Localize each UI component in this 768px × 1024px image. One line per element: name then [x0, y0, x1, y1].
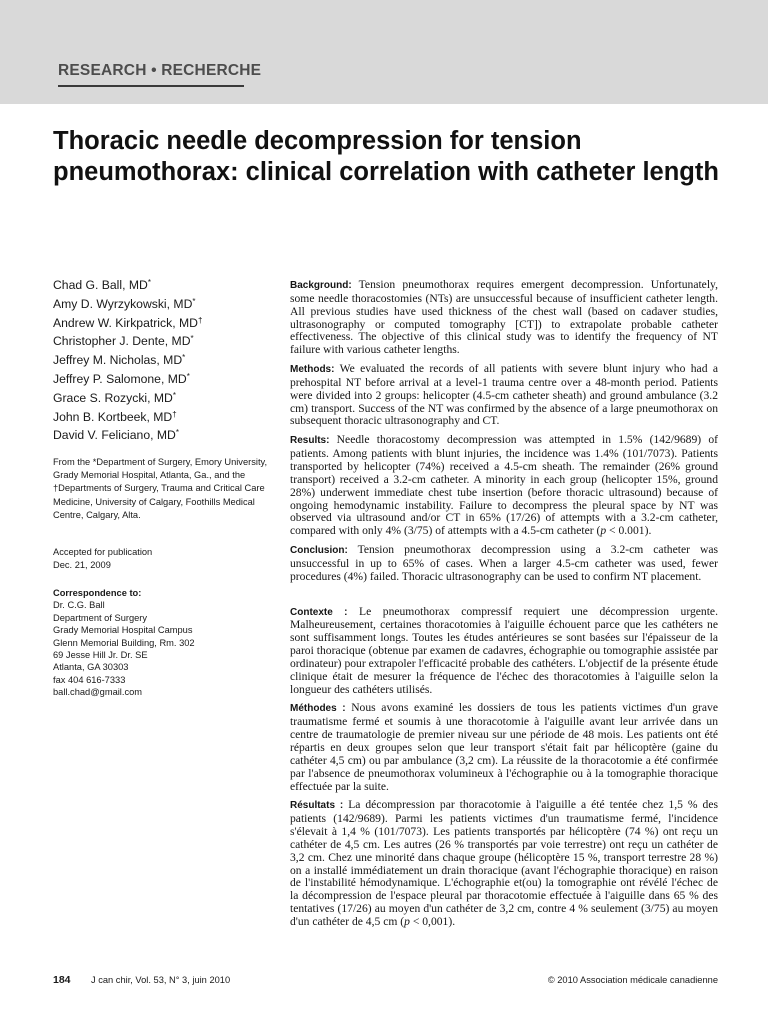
- correspondence-line: Dr. C.G. Ball: [53, 600, 105, 611]
- author: Jeffrey P. Salomone, MD*: [53, 371, 190, 386]
- author: John B. Kortbeek, MD†: [53, 409, 177, 424]
- correspondence-line: 69 Jesse Hill Jr. Dr. SE: [53, 650, 148, 661]
- abstract-methodes: Méthodes : Nous avons examiné les dossiers de tous les patients victimes d'un grave traumatisme fermé et soumis à une thoracotomie à l'aiguille avant leur arrivée dans un centre de traumatologie de premier niveau sur une période de 48 mois. Les patients ont été répartis en deux groupes selon que leur transport s'était fait par hélicoptère (gaine du cathéter 4,5 cm) ou par ambulance (3,2 cm). La réussite de la thoracotomie a été confirmée par l'absence de pneumothorax volumineux à l'échographie ou à la tomographie thoracique effectuée par la suite.: [290, 701, 719, 793]
- accepted-label: Accepted for publication: [53, 547, 153, 557]
- correspondence-line: Glenn Memorial Building, Rm. 302: [53, 637, 195, 648]
- abstract-background: Background: Tension pneumothorax requires emergent decompression. Unfortunately, some needle thoracostomies (NTs) are unsuccessful because of insufficient catheter length. All previous studies have used thickness of the chest wall (based on cadaver studies, ultrasonography or computed tomography [CT]) to extrapolate probable catheter effectiveness. The objective of this clinical study was to identify the frequency of NT failure with various catheter lengths.: [290, 278, 718, 357]
- abstract-heading: Résultats :: [290, 800, 344, 812]
- correspondence-line: Grady Memorial Hospital Campus: [53, 625, 193, 636]
- author: Amy D. Wyrzykowski, MD*: [53, 296, 196, 311]
- abstract-heading: Contexte :: [290, 606, 348, 618]
- header-band: [0, 0, 768, 104]
- correspondence-line: Atlanta, GA 30303: [53, 662, 129, 673]
- correspondence-heading: Correspondence to:: [53, 588, 142, 598]
- author: Christopher J. Dente, MD*: [53, 334, 194, 349]
- abstract-methods: Methods: We evaluated the records of all patients with severe blunt injury who had a prehospital NT before arrival at a level-1 trauma centre over a 48-month period. Patients were divided into 2 groups: helicopter (4.5-cm catheter sheath) and ground ambulance (3.2 cm) transport. Success of the NT was confirmed by the absence of a large pneumothorax on subsequent thoracic ultrasonography and CT.: [290, 362, 718, 428]
- correspondence-line: fax 404 616-7333: [53, 674, 126, 685]
- correspondence-email: ball.chad@gmail.com: [53, 687, 143, 698]
- abstract-heading: Conclusion:: [290, 545, 348, 557]
- abstract-heading: Méthodes :: [290, 703, 346, 715]
- abstract: [290, 279, 718, 935]
- accepted-note: [53, 546, 268, 572]
- page-number: 184: [53, 974, 71, 986]
- affiliation: From the *Department of Surgery, Emory University, Grady Memorial Hospital, Atlanta, Ga., and the †Departments of Surgery, Trauma and Critical Care Medicine, University of Calgary, Foothills Medical Centre, Calgary, Alta.: [53, 457, 268, 520]
- author: Jeffrey M. Nicholas, MD*: [53, 353, 186, 368]
- section-label: RESEARCH • RECHERCHE: [58, 62, 262, 79]
- copyright: © 2010 Association médicale canadienne: [547, 975, 718, 985]
- abstract-results: Results: Needle thoracostomy decompression was attempted in 1.5% (142/9689) of patients. Among patients with blunt injuries, the incidence was 1.4% (101/7073). Patients transported by helicopter (74%) received a 4.5-cm sheath. The remainder (26% ground transport) received a 3.2-cm catheter. A minority in each group (helicopter 15%, ground 28%) underwent immediate chest tube insertion (before thoracic ultrasound) because of ongoing hemodynamic instability. Failure to decompress the pleural space by NT was observed via ultrasound and/or CT in 65% (17/26) of attempts with a 3.2-cm catheter, compared with only 4% (3/75) of attempts with a 4.5-cm catheter (p < 0.001).: [290, 433, 718, 538]
- abstract-contexte: Contexte : Le pneumothorax compressif requiert une décompression urgente. Malheureusement, certaines thoracotomies à l'aiguille échouent parce que les cathéters ne sont suffisamment longs. Toutes les études antérieures se sont basées sur l'épaisseur de la paroi thoracique (obtenue par examen de cadavres, échographie ou tomographie assistée par ordinateur) pour extrapoler l'efficacité probable des cathéters. L'objectif de la présente étude clinique était de mesurer la fréquence de l'échec des thoracotomies à l'aiguille selon la longueur des cathéters utilisés.: [290, 604, 718, 696]
- author-list: [53, 276, 273, 445]
- author: Andrew W. Kirkpatrick, MD†: [53, 315, 203, 330]
- author: Grace S. Rozycki, MD*: [53, 390, 176, 405]
- section-rule: [58, 85, 244, 87]
- abstract-resultats: Résultats : La décompression par thoracotomie à l'aiguille a été tentée chez 1,5 % des patients (142/9689). Parmi les patients victimes d'un traumatisme fermé, l'incidence s'élevait à 1,4 % (101/7073). Les patients transportés par hélicoptère (74 %) ont reçu un cathéter de 4,5 cm. Les autres (26 % transportés par voie terrestre) ont reçu un cathéter de 3,2 cm. Chez une minorité dans chaque groupe (hélicoptère 15 %, transport terrestre 28 %) on a installé immédiatement un drain thoracique (avant l'échographie thoracique) en raison de l'instabilité hémodynamique. L'échographie et(ou) la tomographie ont révélé l'échec de la décompression de l'espace pleural par thoracotomie effectuée à l'aiguille dans 65 % des tentatives (17/26) au moyen d'un cathéter de 3,2 cm, contre 4 % seulement (3/75) au moyen d'un cathéter de 4,5 cm (p < 0,001).: [290, 798, 718, 928]
- abstract-conclusion: Conclusion: Tension pneumothorax decompression using a 3.2-cm catheter was unsuccessful in up to 65% of cases. When a larger 4.5-cm catheter was used, fewer procedures (4%) failed. Thoracic ultrasonography can be used to confirm NT placement.: [290, 543, 718, 583]
- correspondence: [53, 587, 268, 699]
- page-footer: [53, 974, 718, 990]
- journal-citation: J can chir, Vol. 53, N° 3, juin 2010: [91, 975, 231, 985]
- author: David V. Feliciano, MD*: [53, 428, 179, 443]
- abstract-heading: Results:: [290, 435, 330, 447]
- article-title: Thoracic needle decompression for tension pneumothorax: clinical correlation with catheter length: [53, 127, 719, 186]
- author: Chad G. Ball, MD*: [53, 278, 151, 292]
- abstract-heading: Background:: [290, 280, 352, 291]
- abstract-heading: Methods:: [290, 364, 335, 376]
- accepted-date: Dec. 21, 2009: [53, 560, 111, 571]
- correspondence-line: Department of Surgery: [53, 612, 148, 623]
